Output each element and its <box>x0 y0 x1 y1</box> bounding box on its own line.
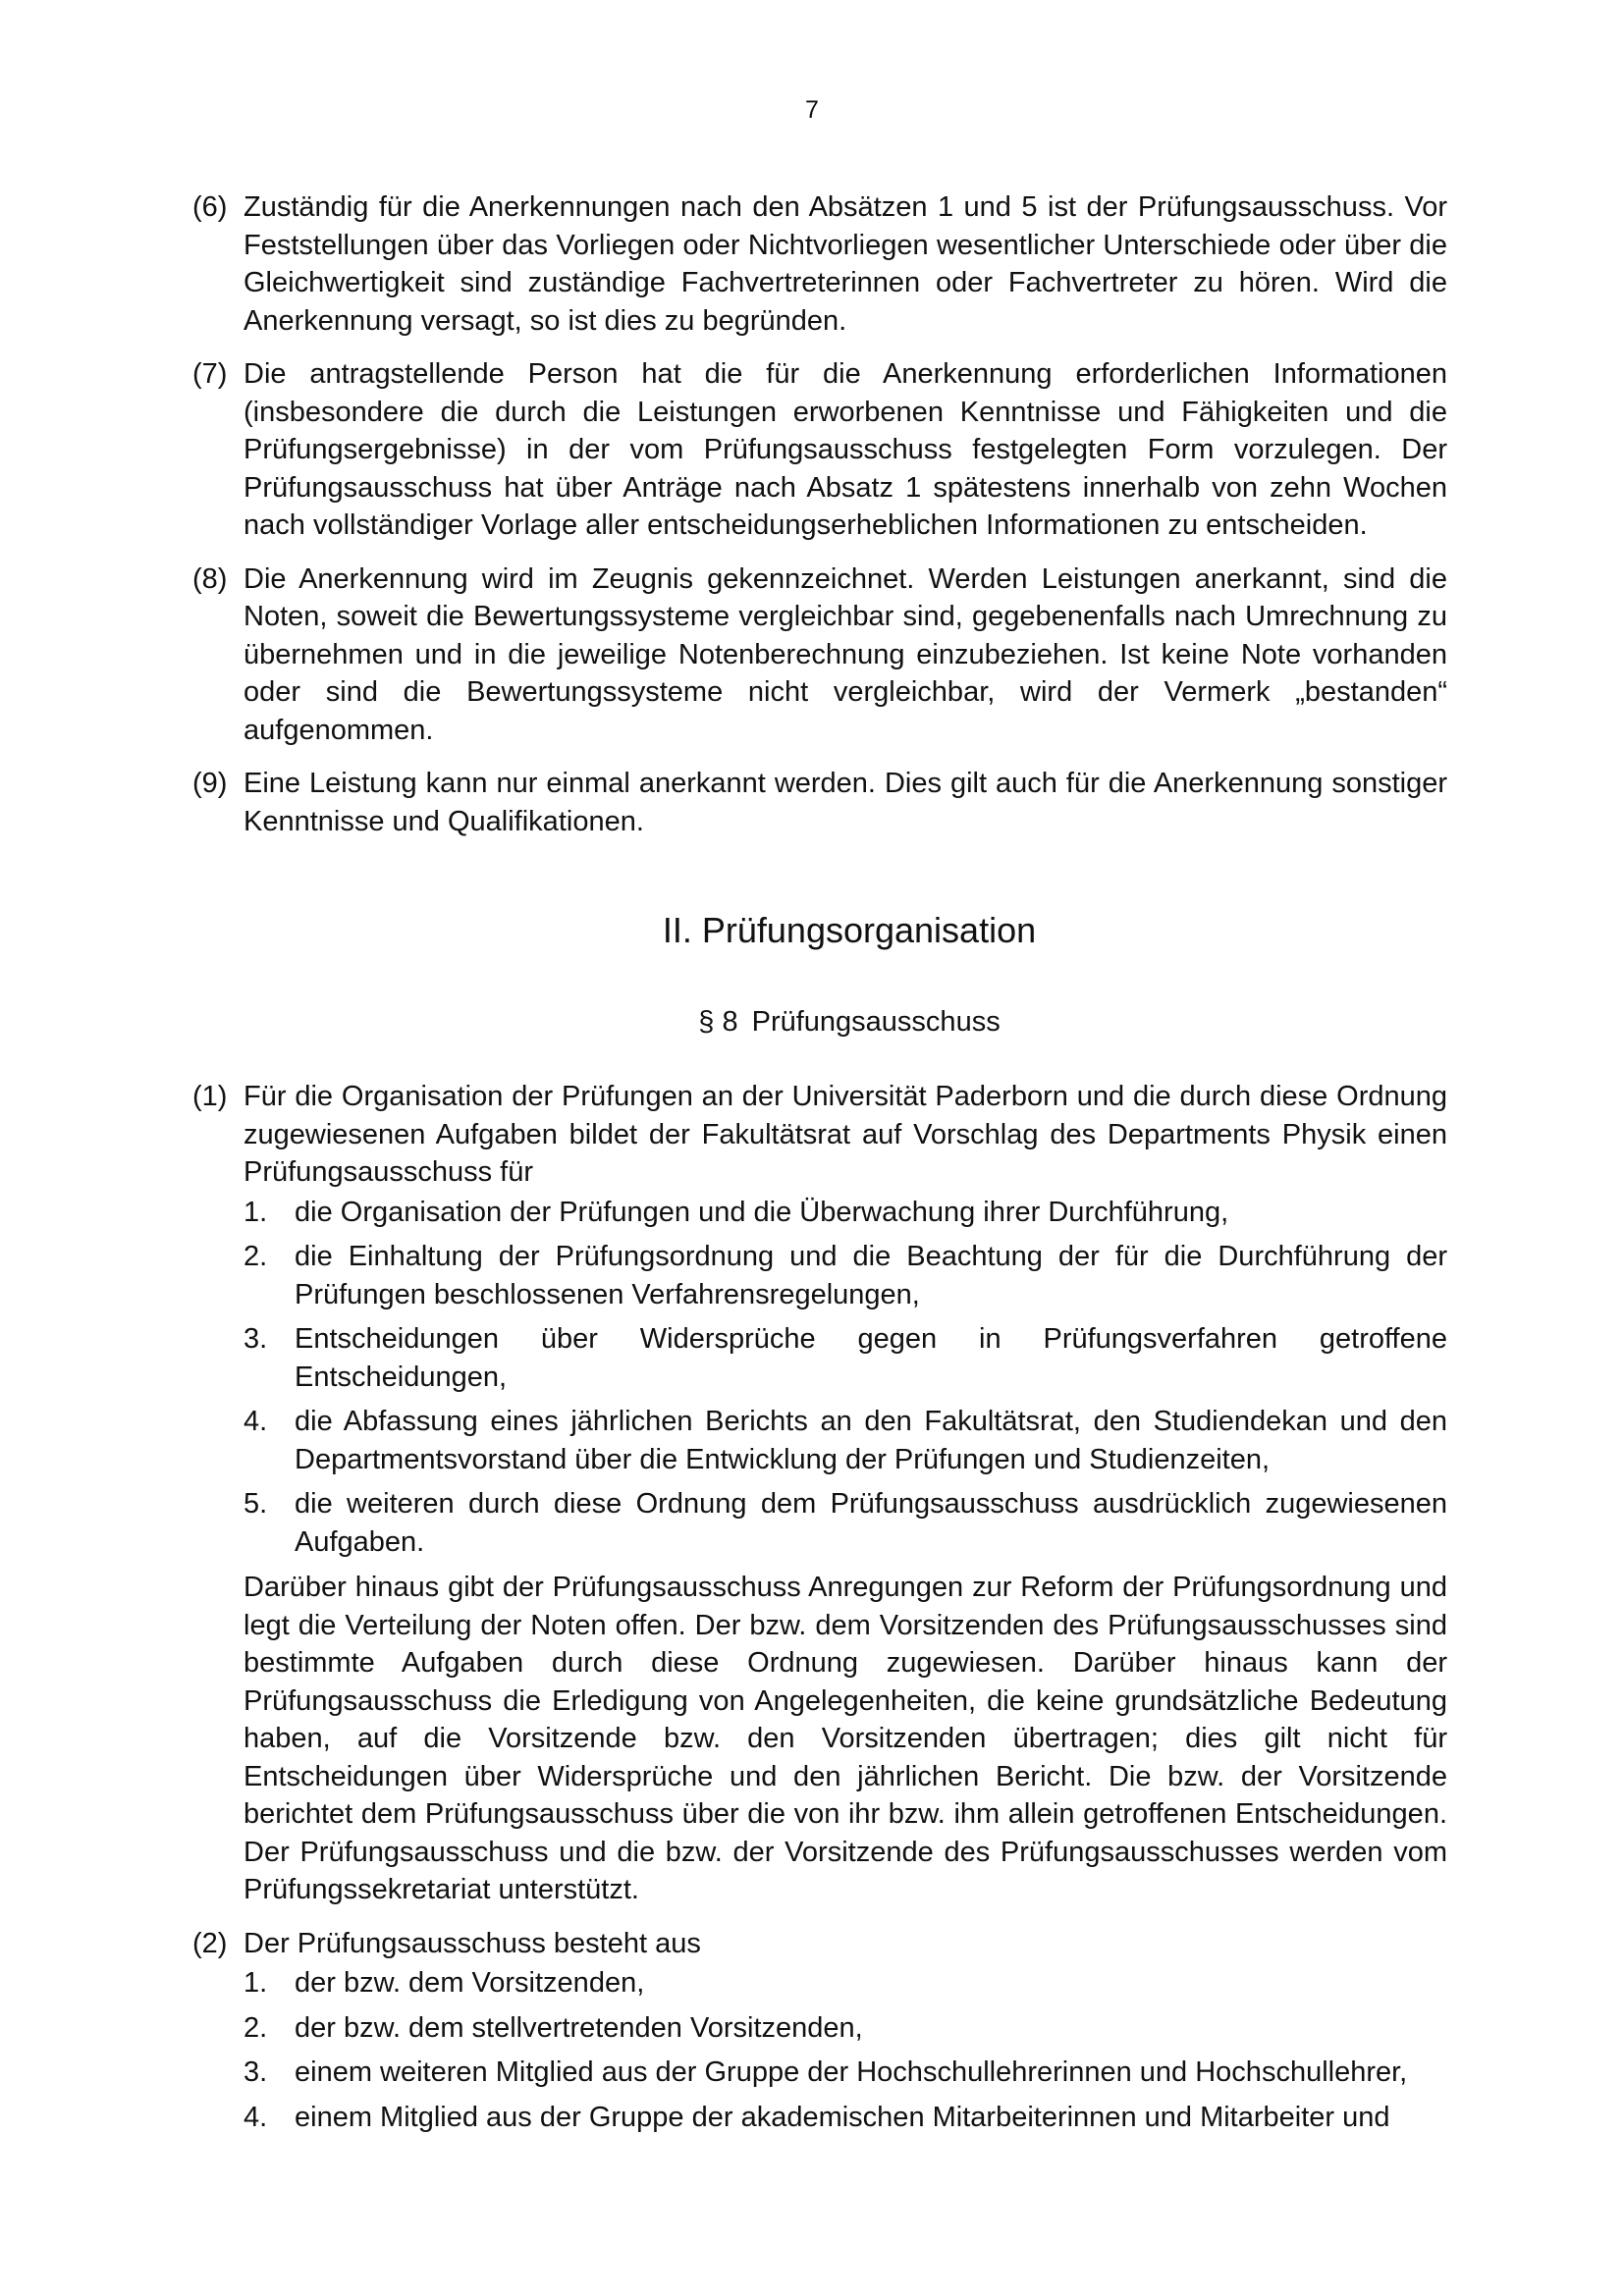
paragraph-6 <box>192 188 1447 340</box>
list-item-text: der bzw. dem stellvertretenden Vorsitzenden, <box>295 2011 863 2044</box>
paragraph-number: (7) <box>192 358 228 390</box>
paragraph-text: Eine Leistung kann nur einmal anerkannt werden. Dies gilt auch für die Anerkennung sonstiger Kenntnisse und Qualifikationen. <box>244 768 1447 837</box>
paragraph-body <box>244 1925 1447 2145</box>
list-item <box>244 1485 1447 1561</box>
paragraph-body <box>244 1078 1447 1909</box>
section-symbol: § 8 <box>698 1006 738 1038</box>
paragraph-number: (8) <box>192 562 228 595</box>
list-item-text: einem Mitglied aus der Gruppe der akademischen Mitarbeiterinnen und Mitarbeiter und <box>295 2101 1390 2133</box>
list-item-number: 3. <box>244 1323 268 1355</box>
paragraph-number: (9) <box>192 768 228 799</box>
list-item-text: einem weiteren Mitglied aus der Gruppe der Hochschullehrerinnen und Hochschullehrer, <box>295 2056 1408 2088</box>
paragraph-number: (2) <box>192 1927 228 1959</box>
numbered-list <box>244 1964 1447 2136</box>
paragraph-text: Die Anerkennung wird im Zeugnis gekennzeichnet. Werden Leistungen anerkannt, sind die Noten, soweit die Bewertungssysteme vergleichbar sind, gegebenenfalls nach Umrechnung zu übernehmen und in die jeweilige Notenberechnung einzubeziehen. Ist keine Note vorhanden oder sind die Bewertungssysteme nicht vergleichbar, wird der Vermerk „bestanden“ aufgenommen. <box>244 562 1447 746</box>
paragraph-followup: Darüber hinaus gibt der Prüfungsausschuss Anregungen zur Reform der Prüfungsordnung und legt die Verteilung der Noten offen. Der bzw. dem Vorsitzenden des Prüfungsausschusses sind bestimmte Aufgaben durch diese Ordnung zugewiesen. Darüber hinaus kann der Prüfungsausschuss die Erledigung von Angelegenheiten, die keine grundsätzliche Bedeutung haben, auf die Vorsitzende bzw. den Vorsitzenden übertragen; dies gilt nicht für Entscheidungen über Widersprüche und den jährlichen Bericht. Die bzw. der Vorsitzende berichtet dem Prüfungsausschuss über die von ihr bzw. ihm allein getroffenen Entscheidungen. Der Prüfungsausschuss und die bzw. der Vorsitzende des Prüfungsausschusses werden vom Prüfungssekretariat unterstützt. <box>244 1572 1447 1905</box>
list-item-text: die Einhaltung der Prüfungsordnung und die Beachtung der für die Durchführung der Prüfungen beschlossenen Verfahrensregelungen, <box>295 1241 1447 1310</box>
list-item-text: die weiteren durch diese Ordnung dem Prüfungsausschuss ausdrücklich zugewiesenen Aufgaben. <box>295 1488 1447 1558</box>
paragraph-8 <box>192 561 1447 750</box>
list-item <box>244 2099 1447 2137</box>
list-item <box>244 1403 1447 1478</box>
list-item-text: die Abfassung eines jährlichen Berichts an den Fakultätsrat, den Studiendekan und den Departmentsvorstand über die Entwicklung der Prüfungen und Studienzeiten, <box>295 1406 1447 1475</box>
paragraph-number: (1) <box>192 1081 228 1112</box>
list-item <box>244 2054 1447 2092</box>
list-item-text: der bzw. dem Vorsitzenden, <box>295 1967 645 1999</box>
paragraph-text: Die antragstellende Person hat die für die Anerkennung erforderlichen Informationen (insbesondere die durch die Leistungen erworbenen Kenntnisse und Fähigkeiten und die Prüfungsergebnisse) in der vom Prüfungsausschuss festgelegten Form vorzulegen. Der Prüfungsausschuss hat über Anträge nach Absatz 1 spätestens innerhalb von zehn Wochen nach vollständiger Vorlage aller entscheidungserheblichen Informationen zu entscheiden. <box>244 358 1447 541</box>
paragraph-number: (6) <box>192 191 228 223</box>
section8-paragraph-2 <box>192 1925 1447 2145</box>
list-item-text: Entscheidungen über Widersprüche gegen in Prüfungsverfahren getroffene Entscheidungen, <box>295 1323 1447 1393</box>
list-item-number: 5. <box>244 1488 268 1520</box>
list-item <box>244 1194 1447 1232</box>
section-title: II. Prüfungsorganisation <box>662 910 1037 950</box>
list-item <box>244 1238 1447 1313</box>
page-number: 7 <box>805 96 819 124</box>
list-item-number: 4. <box>244 2101 268 2133</box>
section8-paragraph-1 <box>192 1078 1447 1909</box>
paragraph-intro: Der Prüfungsausschuss besteht aus <box>244 1927 701 1959</box>
paragraph-text: Zuständig für die Anerkennungen nach den Absätzen 1 und 5 ist der Prüfungsausschuss. Vor Feststellungen über das Vorliegen oder Nichtvorliegen wesentlicher Unterschiede oder über die Gleichwertigkeit sind zuständige Fachvertreterinnen oder Fachvertreter zu hören. Wird die Anerkennung versagt, so ist dies zu begründen. <box>244 191 1447 337</box>
list-item <box>244 1320 1447 1396</box>
list-item-text: die Organisation der Prüfungen und die Überwachung ihrer Durchführung, <box>295 1196 1229 1228</box>
list-item-number: 1. <box>244 1967 268 1999</box>
list-item-number: 3. <box>244 2056 268 2088</box>
paragraph-7 <box>192 355 1447 545</box>
list-item-number: 4. <box>244 1406 268 1437</box>
list-item-number: 2. <box>244 2011 268 2044</box>
list-item-number: 1. <box>244 1196 268 1228</box>
numbered-list <box>244 1194 1447 1562</box>
list-item <box>244 2009 1447 2048</box>
list-item-number: 2. <box>244 1241 268 1272</box>
paragraph-intro: Für die Organisation der Prüfungen an der Universität Paderborn und die durch diese Ordnung zugewiesenen Aufgaben bildet der Fakultätsrat auf Vorschlag des Departments Physik einen Prüfungsausschuss für <box>244 1081 1447 1188</box>
paragraph-heading-title: Prüfungsausschuss <box>751 1006 1001 1038</box>
list-item <box>244 1964 1447 2002</box>
paragraph-9 <box>192 765 1447 840</box>
page-content <box>192 188 1447 2160</box>
paragraph-heading <box>192 1003 1447 1041</box>
